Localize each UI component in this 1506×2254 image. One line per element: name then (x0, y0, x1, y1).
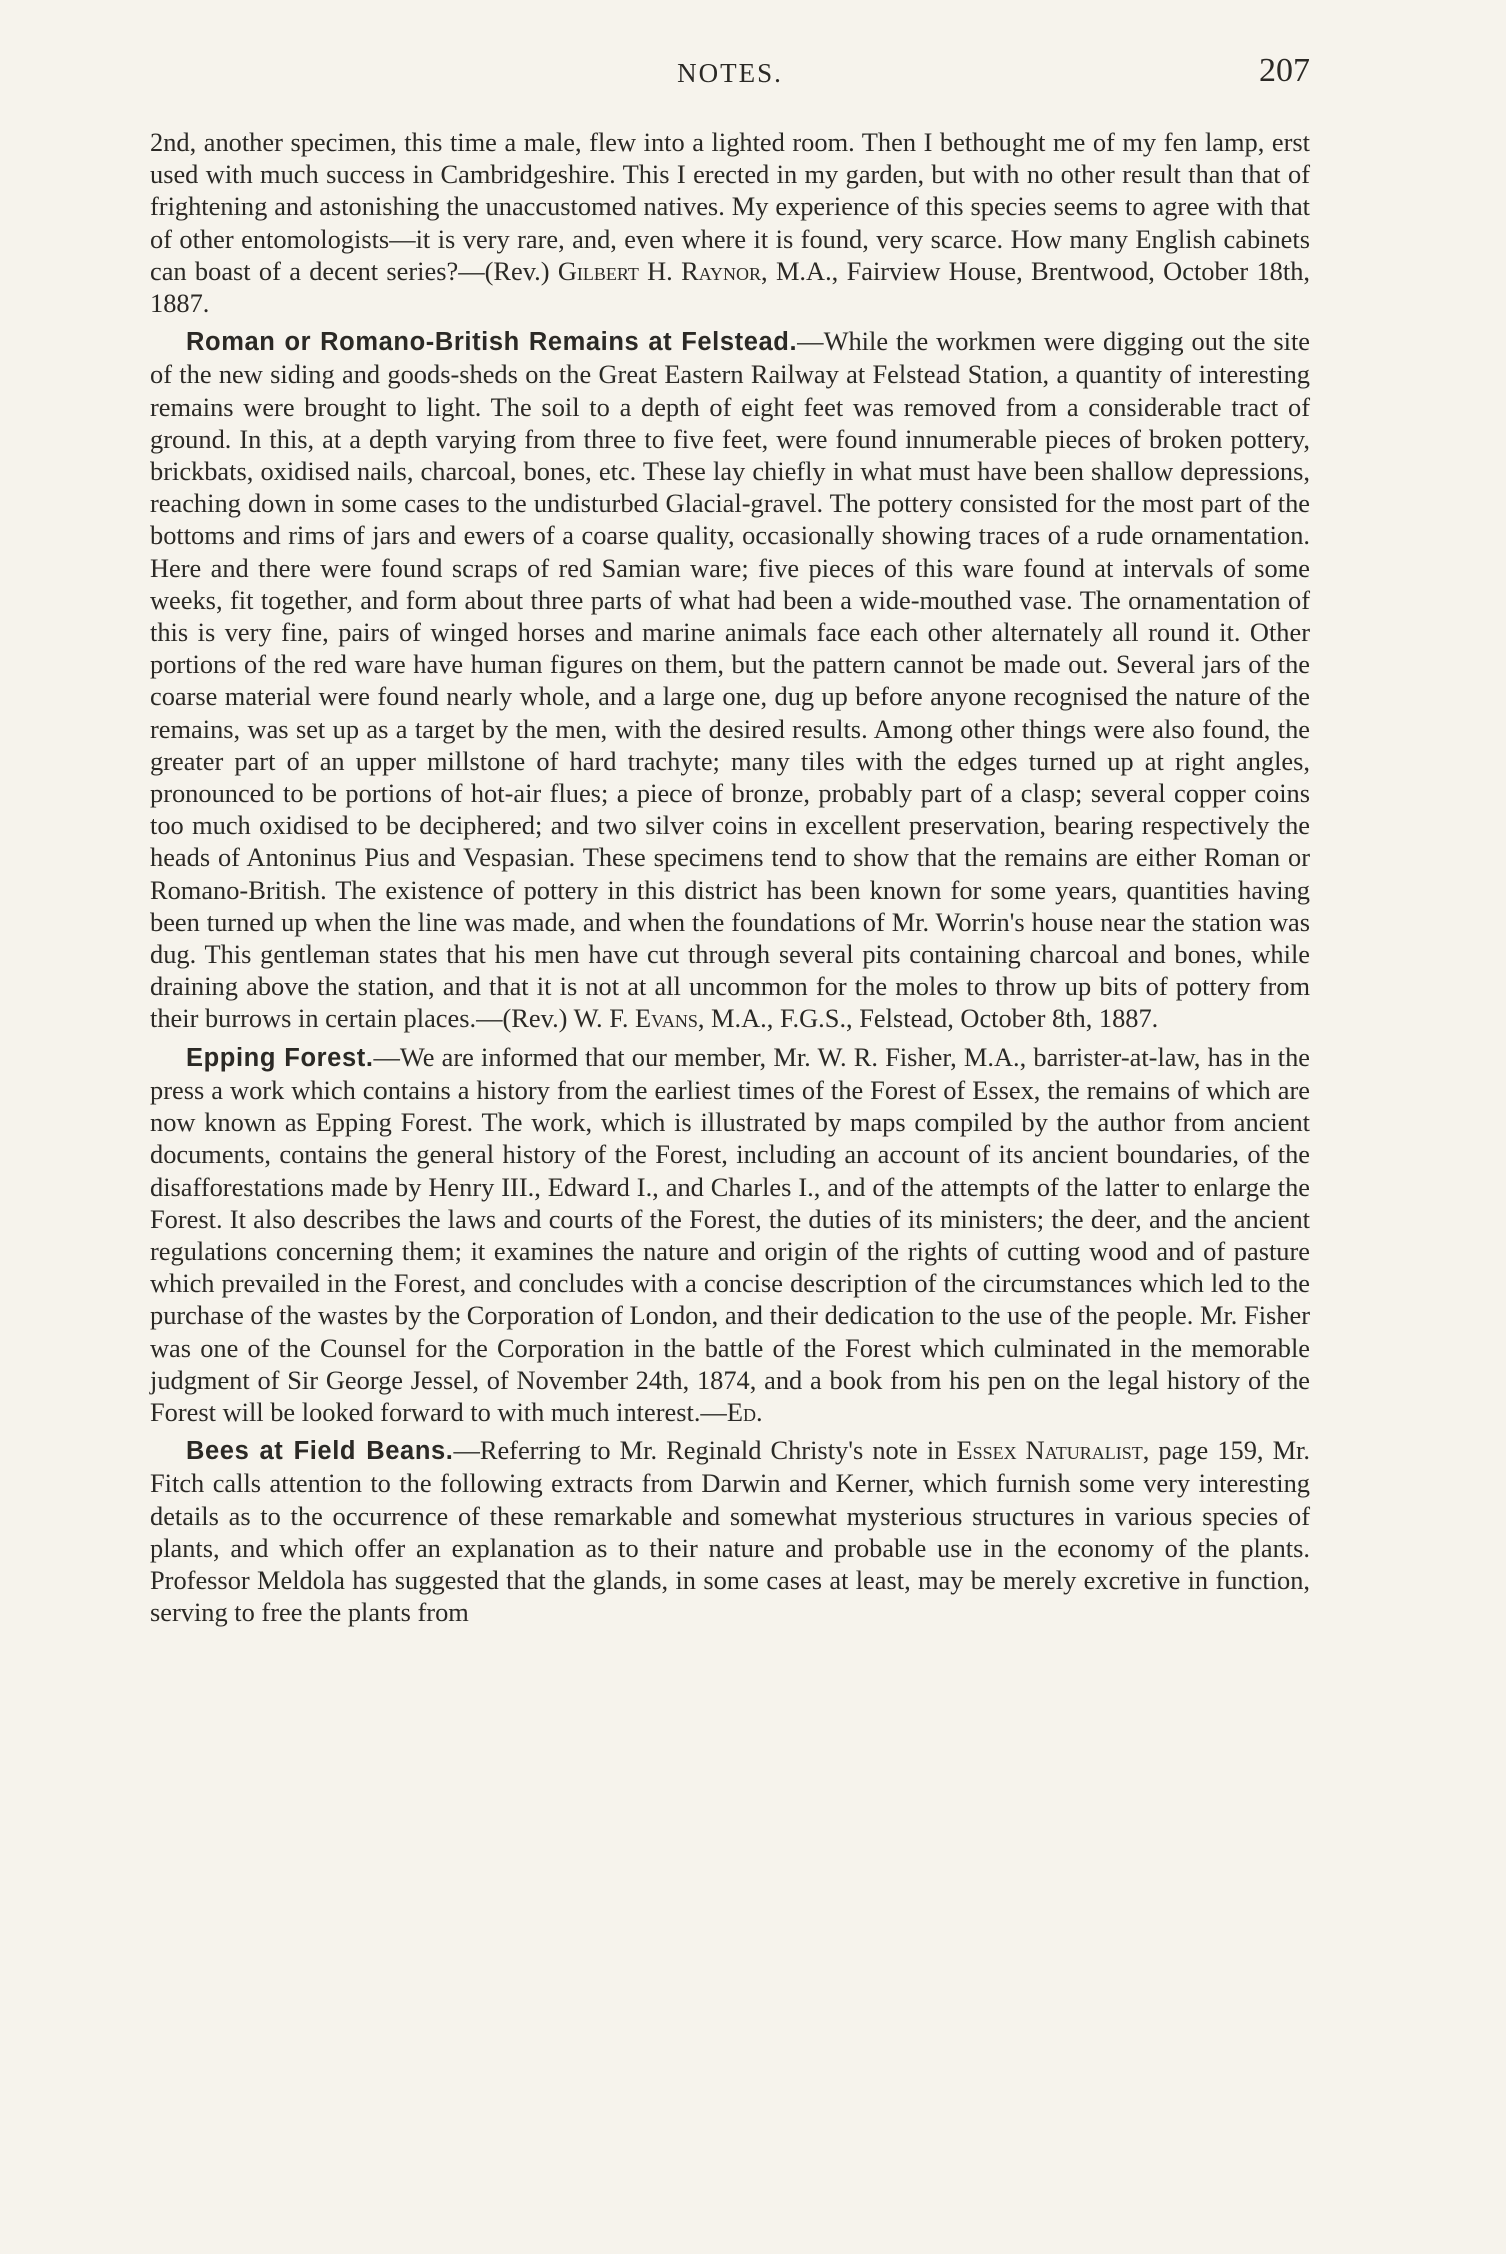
author-name: Gilbert H. Raynor (557, 255, 762, 286)
paragraph-felstead-remains (150, 325, 1310, 1034)
section-heading: Epping Forest. (186, 1043, 374, 1072)
page-number: 207 (1259, 52, 1310, 89)
signature-tail: , M.A., F.G.S., Felstead, October 8th, 1887. (697, 1003, 1159, 1034)
paragraph-text: —We are informed that our member, Mr. W. R. Fisher, M.A., barrister-at-law, has in the press a work which contains a history from the earliest times of the Forest of Essex, the remains of which are now known as Epping Forest. The work, which is illustrated by maps compiled by the author from ancient documents, contains the general history of the Forest, including an account of its ancient boundaries, of the disafforestations made by Henry III., Edward I., and Charles I., and of the attempts of the latter to enlarge the Forest. It also describes the laws and courts of the Forest, the duties of its ministers; the deer, and the ancient regulations concerning them; it examines the nature and origin of the rights of cutting wood and of pasture which prevailed in the Forest, and concludes with a concise description of the circumstances which led to the purchase of the wastes by the Corporation of London, and their dedication to the use of the people. Mr. Fisher was one of the Counsel for the Corporation in the battle of the Forest which culminated in the memorable judgment of Sir George Jessel, of November 24th, 1874, and a book from his pen on the legal history of the Forest will be looked forward to with much interest.— (150, 1041, 1310, 1427)
page-header (150, 52, 1310, 102)
running-head: NOTES. (677, 58, 783, 88)
section-heading: Bees at Field Beans. (186, 1437, 454, 1466)
author-name: Evans (635, 1003, 698, 1034)
paragraph-text: 2nd, another specimen, this time a male, flew into a lighted room. Then I bethought me of my fen lamp, erst used with much success in Cambridgeshire. This I erected in my garden, but with no other result than that of frightening and astonishing the unaccustomed natives. My experience of this species seems to agree with that of other entomologists—it is very rare, and, even where it is found, very scarce. How many English cabinets can boast of a decent series?—(Rev.) (150, 127, 1310, 286)
section-heading: Roman or Romano-British Remains at Felstead. (186, 328, 798, 357)
paragraph-epping-forest (150, 1041, 1310, 1428)
paragraph-text: —Referring to Mr. Reginald Christy's note in (453, 1435, 957, 1466)
article-body (150, 126, 1310, 1634)
paragraph-raynor-note (150, 126, 1310, 319)
signature-tail: , M.A., Fairview House, Brentwood, October 18th, 1887. (150, 255, 1310, 319)
editor-signature: Ed. (726, 1396, 763, 1427)
journal-name: Essex Naturalist (956, 1435, 1143, 1466)
paragraph-tail: , page 159, Mr. Fitch calls attention to the following extracts from Darwin and Kerner, which furnish some very interesting details as to the occurrence of these remarkable and somewhat mysterious structures in various species of plants, and which offer an explanation as to their nature and probable use in the economy of the plants. Professor Meldola has suggested that the glands, in some cases at least, may be merely excretive in function, serving to free the plants from (150, 1435, 1310, 1628)
paragraph-bees-field-beans (150, 1434, 1310, 1628)
paragraph-text: —While the workmen were digging out the site of the new siding and goods-sheds on the Great Eastern Railway at Felstead Station, a quantity of interesting remains were brought to light. The soil to a depth of eight feet was removed from a considerable tract of ground. In this, at a depth varying from three to five feet, were found innumerable pieces of broken pottery, brickbats, oxidised nails, charcoal, bones, etc. These lay chiefly in what must have been shallow depressions, reaching down in some cases to the undisturbed Glacial-gravel. The pottery consisted for the most part of the bottoms and rims of jars and ewers of a coarse quality, occasionally showing traces of a rude ornamentation. Here and there were found scraps of red Samian ware; five pieces of this ware found at intervals of some weeks, fit together, and form about three parts of what had been a wide-mouthed vase. The ornamentation of this is very fine, pairs of winged horses and marine animals face each other alternately all round it. Other portions of the red ware have human figures on them, but the pattern cannot be made out. Several jars of the coarse material were found nearly whole, and a large one, dug up before anyone recognised the nature of the remains, was set up as a target by the men, with the desired results. Among other things were also found, the greater part of an upper millstone of hard trachyte; many tiles with the edges turned up at right angles, pronounced to be portions of hot-air flues; a piece of bronze, probably part of a clasp; several copper coins too much oxidised to be deciphered; and two silver coins in excellent preservation, bearing respectively the heads of Antoninus Pius and Vespasian. These specimens tend to show that the remains are either Roman or Romano-British. The existence of pottery in this district has been known for some years, quantities having been turned up when the line was made, and when the foundations of Mr. Worrin's house near the station was dug. This gentleman states that his men have cut through several pits containing charcoal and bones, while draining above the station, and that it is not at all uncommon for the moles to throw up bits of pottery from their burrows in certain places.—(Rev.) W. F. (150, 326, 1310, 1034)
